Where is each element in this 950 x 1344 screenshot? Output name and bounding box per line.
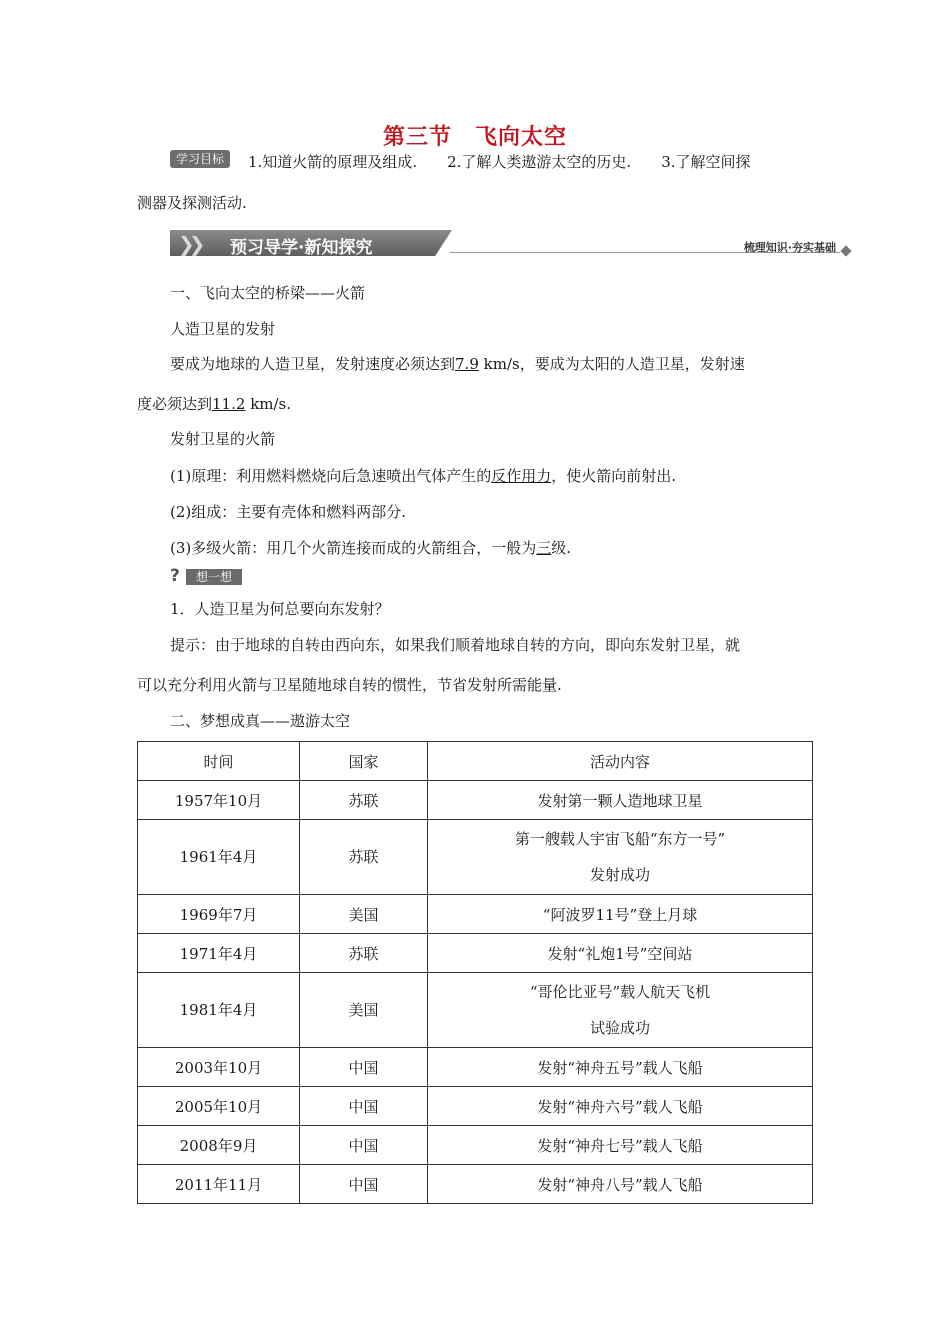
goal-item: 3.了解空间探 xyxy=(661,153,751,171)
time-cell: 1971年4月 xyxy=(138,934,300,973)
time-cell: 2008年9月 xyxy=(138,1126,300,1165)
activity-cell: 发射“神舟五号”载人飞船 xyxy=(428,1048,813,1087)
time-cell: 1981年4月 xyxy=(138,973,300,1048)
table-row xyxy=(138,1048,813,1087)
time-cell: 2003年10月 xyxy=(138,1048,300,1087)
section-banner xyxy=(170,230,850,258)
section2-heading: 二、梦想成真——遨游太空 xyxy=(170,712,351,730)
activity-cell: “阿波罗11号”登上月球 xyxy=(428,895,813,934)
table-row xyxy=(138,934,813,973)
answer-blank: 7.9 xyxy=(455,355,479,373)
country-cell: 中国 xyxy=(300,1126,428,1165)
answer-blank: 反作用力 xyxy=(491,467,552,485)
goal-item: 1.知道火箭的原理及组成. xyxy=(248,153,418,171)
time-cell: 2005年10月 xyxy=(138,1087,300,1126)
paragraph-line: 度必须达到11.2 km/s. xyxy=(137,395,292,413)
country-cell: 苏联 xyxy=(300,934,428,973)
country-cell: 美国 xyxy=(300,973,428,1048)
banner-subtitle: 梳理知识·夯实基础 xyxy=(743,241,836,254)
think-question: 1．人造卫星为何总要向东发射？ xyxy=(170,600,390,618)
answer-blank: 11.2 xyxy=(212,395,246,413)
country-cell: 苏联 xyxy=(300,781,428,820)
double-chevron-icon: ❯❯ xyxy=(178,232,200,256)
activity-cell: 发射“神舟六号”载人飞船 xyxy=(428,1087,813,1126)
activity-cell: 发射“神舟七号”载人飞船 xyxy=(428,1126,813,1165)
subheading-launch: 人造卫星的发射 xyxy=(170,320,276,338)
table-row xyxy=(138,1126,813,1165)
paragraph-composition: (2)组成：主要有壳体和燃料两部分. xyxy=(170,503,407,521)
space-history-table xyxy=(137,741,813,1204)
activity-cell: 发射“神舟八号”载人飞船 xyxy=(428,1165,813,1204)
country-cell: 中国 xyxy=(300,1087,428,1126)
table-row xyxy=(138,1087,813,1126)
hint-line: 提示：由于地球的自转由西向东，如果我们顺着地球自转的方向，即向东发射卫星，就 xyxy=(170,636,741,654)
time-cell: 2011年11月 xyxy=(138,1165,300,1204)
answer-blank: 三 xyxy=(536,539,552,557)
learning-goals-continuation: 测器及探测活动. xyxy=(137,194,247,212)
time-cell: 1961年4月 xyxy=(138,820,300,895)
activity-cell: 发射第一颗人造地球卫星 xyxy=(428,781,813,820)
page-title: 第三节 飞向太空 xyxy=(382,125,567,150)
country-cell: 中国 xyxy=(300,1048,428,1087)
paragraph-line: 要成为地球的人造卫星，发射速度必须达到7.9 km/s，要成为太阳的人造卫星，发射速 xyxy=(170,355,745,373)
country-cell: 美国 xyxy=(300,895,428,934)
goal-item: 2.了解人类遨游太空的历史. xyxy=(447,153,632,171)
learning-goals xyxy=(248,150,751,174)
hint-line: 可以充分利用火箭与卫星随地球自转的惯性，节省发射所需能量. xyxy=(137,676,562,694)
time-cell: 1957年10月 xyxy=(138,781,300,820)
table-row xyxy=(138,973,813,1048)
column-header: 活动内容 xyxy=(428,742,813,781)
paragraph-multistage: (3)多级火箭：用几个火箭连接而成的火箭组合，一般为三级. xyxy=(170,539,572,557)
table-row xyxy=(138,820,813,895)
question-mark-icon: ? xyxy=(170,566,180,586)
paragraph-principle: (1)原理：利用燃料燃烧向后急速喷出气体产生的反作用力，使火箭向前射出. xyxy=(170,467,677,485)
section1-heading: 一、飞向太空的桥梁——火箭 xyxy=(170,284,366,302)
banner-title: 预习导学·新知探究 xyxy=(230,238,373,258)
activity-cell: “哥伦比亚号”载人航天飞机 试验成功 xyxy=(428,973,813,1048)
activity-cell: 发射“礼炮1号”空间站 xyxy=(428,934,813,973)
table-header-row xyxy=(138,742,813,781)
country-cell: 中国 xyxy=(300,1165,428,1204)
time-cell: 1969年7月 xyxy=(138,895,300,934)
think-label: 想一想 xyxy=(186,569,242,585)
diamond-icon xyxy=(840,245,851,256)
column-header: 国家 xyxy=(300,742,428,781)
activity-cell: 第一艘载人宇宙飞船“东方一号” 发射成功 xyxy=(428,820,813,895)
subheading-rocket: 发射卫星的火箭 xyxy=(170,430,276,448)
column-header: 时间 xyxy=(138,742,300,781)
table-row xyxy=(138,781,813,820)
learning-goals-badge: 学习目标 xyxy=(170,150,230,168)
table-row xyxy=(138,1165,813,1204)
table-row xyxy=(138,895,813,934)
country-cell: 苏联 xyxy=(300,820,428,895)
